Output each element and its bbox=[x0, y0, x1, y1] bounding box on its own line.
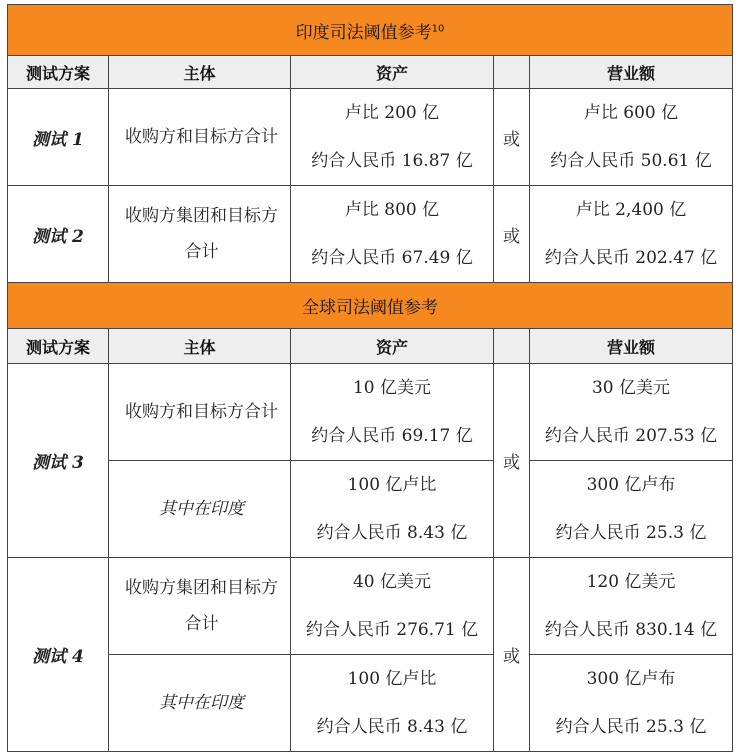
threshold-table bbox=[7, 4, 733, 752]
test-label: 测试 3 bbox=[8, 364, 109, 558]
subject-cell: 收购方和目标方合计 bbox=[109, 89, 291, 186]
test-label: 测试 2 bbox=[8, 186, 109, 283]
section-title-text: 印度司法阈值参考 bbox=[295, 22, 432, 43]
table-row bbox=[8, 655, 733, 752]
header-or bbox=[494, 329, 530, 364]
assets-cell bbox=[291, 186, 494, 283]
assets-cell bbox=[291, 655, 494, 752]
assets-cell bbox=[291, 89, 494, 186]
or-cell: 或 bbox=[494, 186, 530, 283]
section-title-global: 全球司法阈值参考 bbox=[8, 283, 733, 329]
or-cell: 或 bbox=[494, 558, 530, 752]
turnover-cell bbox=[530, 461, 733, 558]
header-turnover: 营业额 bbox=[530, 56, 733, 89]
turnover-value: 300 亿卢布 bbox=[586, 475, 676, 495]
turnover-cell bbox=[530, 558, 733, 655]
section-title-india bbox=[8, 5, 733, 56]
assets-cell bbox=[291, 558, 494, 655]
turnover-value: 卢比 2,400 亿 bbox=[575, 200, 687, 220]
turnover-cell bbox=[530, 655, 733, 752]
header-scheme: 测试方案 bbox=[8, 56, 109, 89]
turnover-rmb: 约合人民币 50.61 亿 bbox=[550, 151, 712, 171]
assets-value: 卢比 200 亿 bbox=[344, 103, 440, 123]
assets-cell bbox=[291, 364, 494, 461]
header-subject: 主体 bbox=[109, 329, 291, 364]
table-row bbox=[8, 461, 733, 558]
table-row bbox=[8, 186, 733, 283]
assets-value: 100 亿卢比 bbox=[347, 475, 437, 495]
assets-rmb: 约合人民币 69.17 亿 bbox=[311, 426, 473, 446]
assets-rmb: 约合人民币 8.43 亿 bbox=[316, 523, 468, 543]
or-cell: 或 bbox=[494, 89, 530, 186]
header-assets: 资产 bbox=[291, 56, 494, 89]
header-turnover: 营业额 bbox=[530, 329, 733, 364]
turnover-rmb: 约合人民币 202.47 亿 bbox=[544, 248, 718, 268]
header-assets: 资产 bbox=[291, 329, 494, 364]
subject-cell: 收购方和目标方合计 bbox=[109, 364, 291, 461]
turnover-value: 30 亿美元 bbox=[591, 378, 671, 398]
turnover-rmb: 约合人民币 25.3 亿 bbox=[555, 717, 707, 737]
header-subject: 主体 bbox=[109, 56, 291, 89]
assets-rmb: 约合人民币 16.87 亿 bbox=[311, 151, 473, 171]
or-cell: 或 bbox=[494, 364, 530, 558]
header-scheme: 测试方案 bbox=[8, 329, 109, 364]
subject-cell: 收购方集团和目标方合计 bbox=[109, 186, 291, 283]
subject-cell: 收购方集团和目标方合计 bbox=[109, 558, 291, 655]
subject-cell: 其中在印度 bbox=[109, 461, 291, 558]
footnote-marker: 10 bbox=[431, 22, 445, 34]
turnover-value: 卢比 600 亿 bbox=[583, 103, 679, 123]
assets-rmb: 约合人民币 67.49 亿 bbox=[311, 248, 473, 268]
assets-rmb: 约合人民币 276.71 亿 bbox=[305, 620, 479, 640]
assets-value: 卢比 800 亿 bbox=[344, 200, 440, 220]
test-label: 测试 4 bbox=[8, 558, 109, 752]
assets-cell bbox=[291, 461, 494, 558]
turnover-rmb: 约合人民币 207.53 亿 bbox=[544, 426, 718, 446]
turnover-cell bbox=[530, 89, 733, 186]
turnover-cell bbox=[530, 364, 733, 461]
table-row bbox=[8, 89, 733, 186]
assets-value: 10 亿美元 bbox=[352, 378, 432, 398]
turnover-cell bbox=[530, 186, 733, 283]
header-or bbox=[494, 56, 530, 89]
table-row bbox=[8, 364, 733, 461]
test-label: 测试 1 bbox=[8, 89, 109, 186]
assets-value: 40 亿美元 bbox=[352, 572, 432, 592]
turnover-rmb: 约合人民币 830.14 亿 bbox=[544, 620, 718, 640]
table-row bbox=[8, 558, 733, 655]
assets-rmb: 约合人民币 8.43 亿 bbox=[316, 717, 468, 737]
subject-cell: 其中在印度 bbox=[109, 655, 291, 752]
turnover-value: 300 亿卢布 bbox=[586, 669, 676, 689]
turnover-rmb: 约合人民币 25.3 亿 bbox=[555, 523, 707, 543]
turnover-value: 120 亿美元 bbox=[586, 572, 676, 592]
assets-value: 100 亿卢比 bbox=[347, 669, 437, 689]
